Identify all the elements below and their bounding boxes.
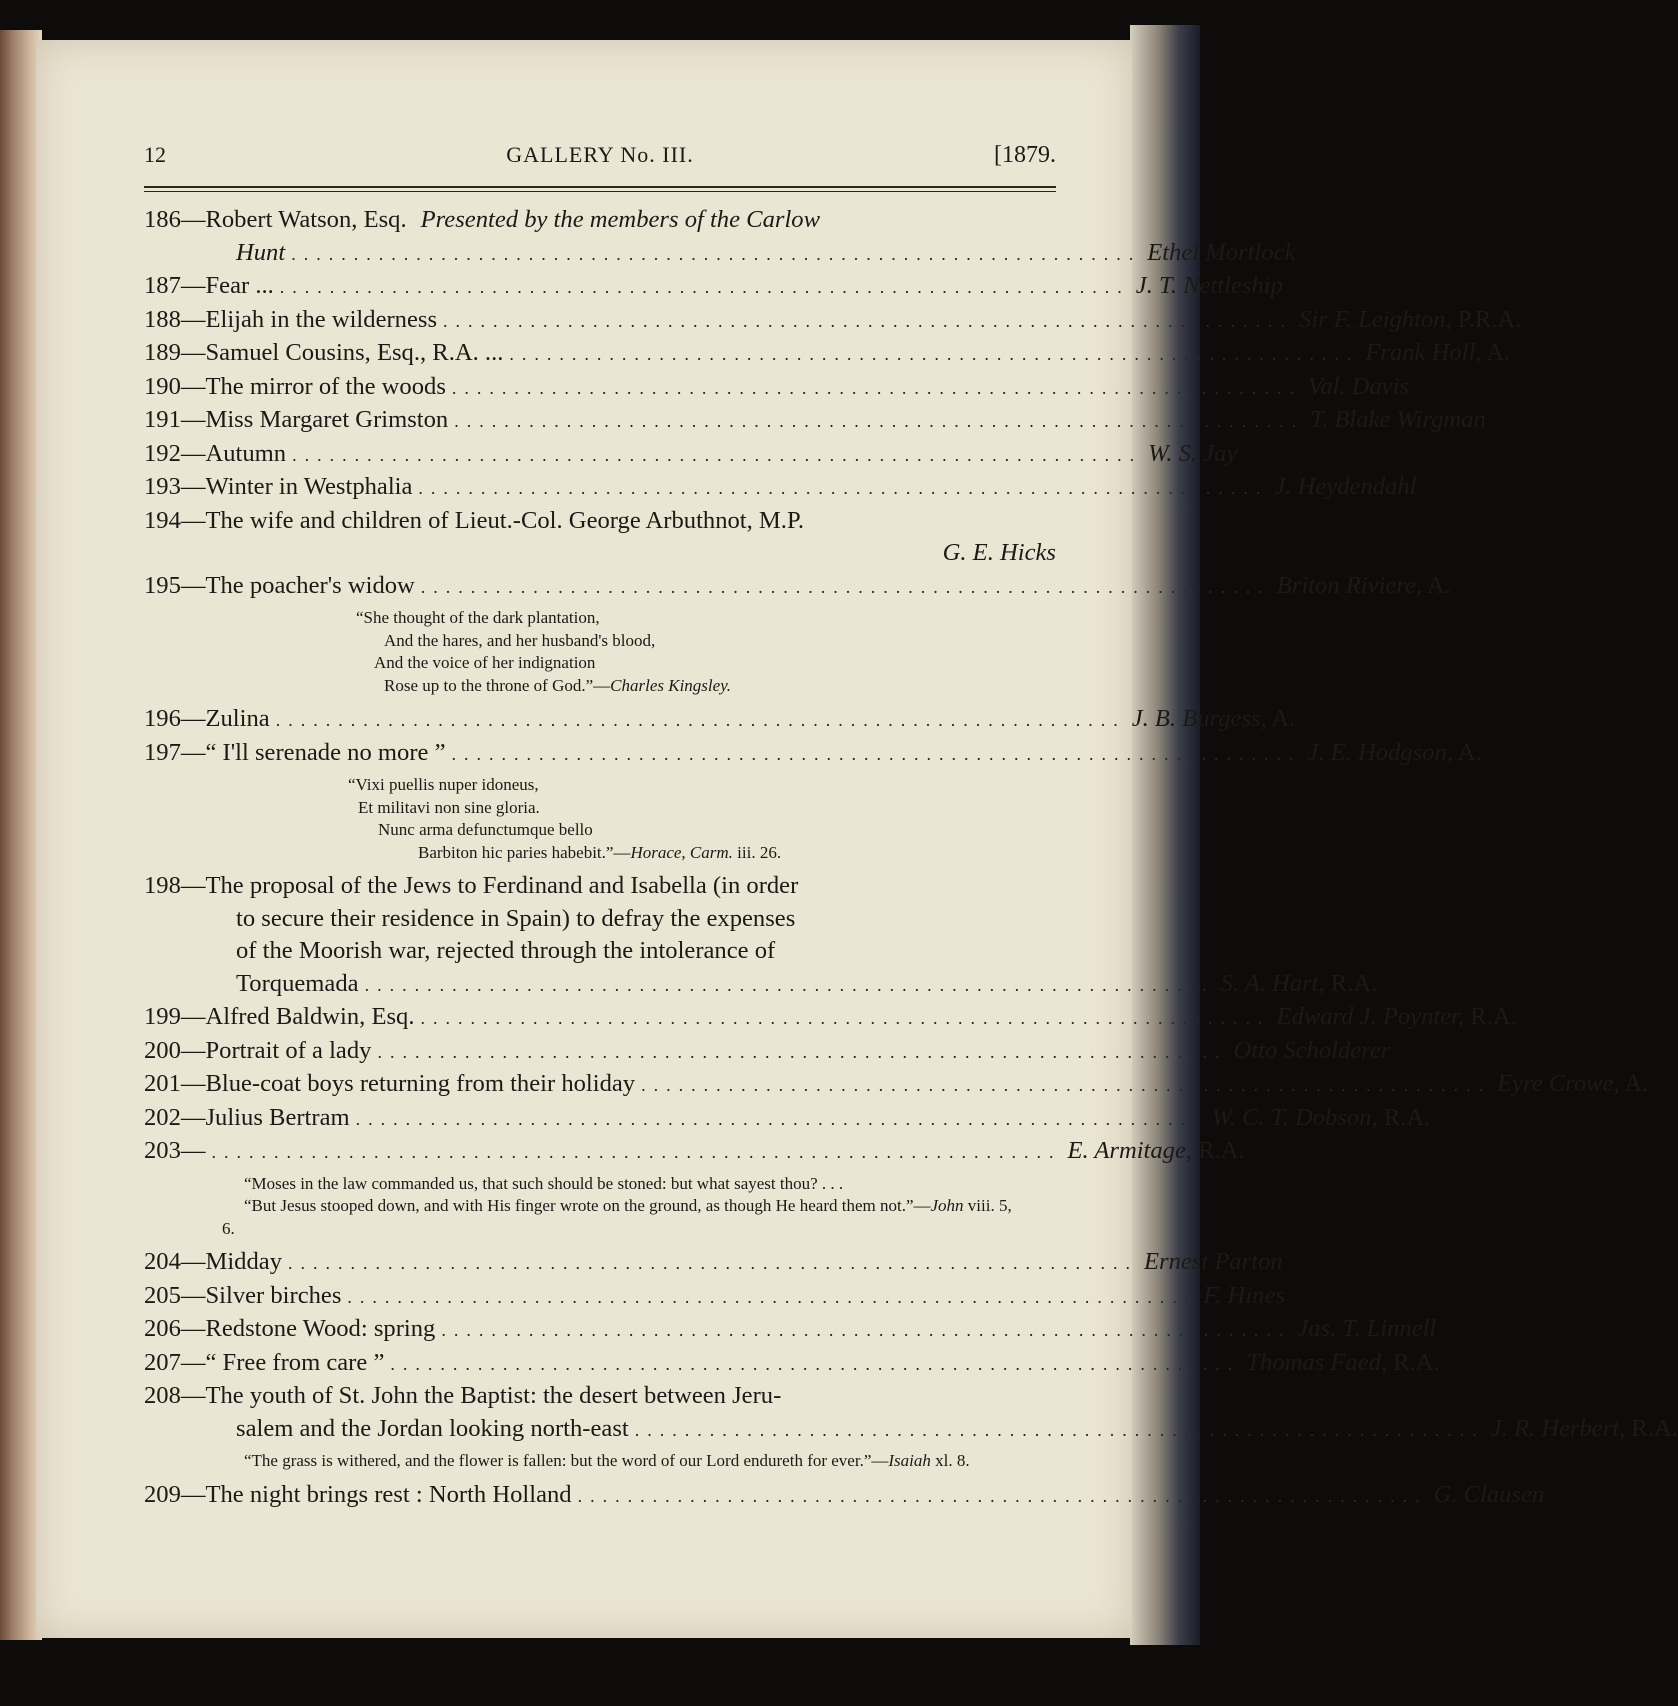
catalogue-entry-209 <box>144 1479 1545 1513</box>
leader-dots: .................................................................... <box>509 344 1360 364</box>
entry-artist: G. Clausen <box>1433 1480 1545 1508</box>
entry-quotation: “The grass is withered, and the flower is fallen: but the word of our Lord endureth for ever.”—Isaiah xl. 8. <box>244 1451 970 1470</box>
entry-artist: Val. Davis <box>1307 372 1410 400</box>
catalogue-entry-201 <box>144 1068 1649 1102</box>
entry-title-continued: salem and the Jordan looking north-east <box>236 1414 629 1442</box>
header-rule-top <box>144 186 1056 188</box>
entry-artist: E. Armitage, R.A. <box>1067 1137 1245 1164</box>
catalogue-entry-204 <box>144 1246 1283 1280</box>
catalogue-entry-194 <box>144 505 1056 570</box>
catalogue-entry-199 <box>144 1001 1517 1035</box>
entry-title: 199—Alfred Baldwin, Esq. <box>144 1003 415 1030</box>
catalogue-entry-192 <box>144 438 1238 472</box>
entry-title: 196—Zulina <box>144 705 270 732</box>
entry-note: Presented by the members of the Carlow <box>420 206 820 233</box>
entry-title-continued: of the Moorish war, rejected through the intolerance of <box>236 937 776 964</box>
entry-title: 198—The proposal of the Jews to Ferdinand and Isabella (in order <box>144 872 799 899</box>
entry-artist: J. Heydendahl <box>1274 473 1417 500</box>
entry-title: 192—Autumn <box>144 439 287 467</box>
entry-artist: J. B. Burgess, A. <box>1131 705 1296 732</box>
entry-artist: Edward J. Poynter, R.A. <box>1276 1003 1517 1030</box>
entry-title: 200—Portrait of a lady <box>144 1036 372 1064</box>
gallery-title: GALLERY No. III. <box>506 142 694 167</box>
entry-artist: Eyre Crowe, A. <box>1497 1070 1649 1097</box>
leader-dots: .................................................................... <box>420 576 1271 597</box>
catalogue-entry-190 <box>144 371 1410 405</box>
catalogue-entry-208 <box>144 1380 1678 1473</box>
leader-dots: .................................................................... <box>355 1108 1206 1129</box>
catalogue-entries <box>144 204 1678 1512</box>
leader-dots: .................................................................... <box>577 1485 1428 1506</box>
entry-artist: J. R. Herbert, R.A. <box>1490 1414 1678 1442</box>
leader-dots: .................................................................... <box>451 377 1302 398</box>
entry-artist: Thomas Faed, R.A. <box>1246 1348 1440 1376</box>
entry-title: 191—Miss Margaret Grimston <box>144 406 449 433</box>
leader-dots: .................................................................... <box>454 411 1305 431</box>
catalogue-entry-205 <box>144 1280 1285 1314</box>
leader-dots: .................................................................... <box>418 478 1269 498</box>
leader-dots: .................................................................... <box>291 243 1142 264</box>
entry-artist: Otto Scholderer <box>1233 1036 1391 1064</box>
entry-artist: Frank Holl, A. <box>1365 339 1511 366</box>
leader-dots: .................................................................... <box>288 1253 1138 1273</box>
entry-title: 203— <box>144 1137 206 1164</box>
entry-artist: Briton Riviere, A. <box>1276 571 1451 599</box>
catalogue-entry-200 <box>144 1035 1391 1069</box>
entry-artist: Sir F. Leighton, P.R.A. <box>1299 305 1522 333</box>
entry-artist: T. Blake Wirgman <box>1310 406 1486 433</box>
catalogue-year: [1879. <box>994 142 1056 168</box>
leader-dots: .................................................................... <box>364 974 1215 995</box>
entry-artist: G. E. Hicks <box>942 539 1056 566</box>
entry-title: 189—Samuel Cousins, Esq., R.A. ... <box>144 339 504 366</box>
entry-title: 195—The poacher's widow <box>144 571 415 599</box>
entry-title: 197—“ I'll serenade no more ” <box>144 738 446 766</box>
catalogue-entry-202 <box>144 1102 1431 1136</box>
leader-dots: .................................................................... <box>377 1041 1228 1062</box>
leader-dots: .................................................................... <box>275 710 1126 730</box>
entry-title: 194—The wife and children of Lieut.-Col. George Arbuthnot, M.P. <box>144 506 805 534</box>
entry-quotation: “Moses in the law commanded us, that such should be stoned: but what sayest thou? . . . “But Jesus stooped down, and with His finger wrote on the ground, as though He heard them not.”—John viii. 5, 6. <box>222 1173 1012 1238</box>
catalogue-entry-188 <box>144 304 1522 338</box>
catalogue-entry-186 <box>144 204 1296 270</box>
catalogue-entry-198 <box>144 870 1378 1001</box>
entry-quotation: “Vixi puellis nuper idoneus, Et militavi non sine gloria. Nunc arma defunctumque bello Barbiton hic paries habebit.”—Horace, Carm. iii. 26. <box>348 775 782 862</box>
leader-dots: .................................................................... <box>634 1419 1485 1440</box>
leader-dots: .................................................................... <box>292 444 1143 465</box>
leader-dots: .................................................................... <box>420 1008 1271 1028</box>
entry-artist: Ernest Parton <box>1144 1248 1283 1275</box>
entry-title-continued: Hunt <box>236 238 286 266</box>
leader-dots: .................................................................... <box>279 277 1130 297</box>
catalogue-entry-203 <box>144 1135 1245 1240</box>
catalogue-entry-207 <box>144 1347 1440 1381</box>
leader-dots: .................................................................... <box>451 743 1302 764</box>
entry-title-continued: to secure their residence in Spain) to defray the expenses <box>236 904 796 932</box>
entry-quotation: “She thought of the dark plantation, And the hares, and her husband's blood, And the voice of her indignation Rose up to the throne of God.”—Charles Kingsley. <box>356 608 732 695</box>
entry-title: 206—Redstone Wood: spring <box>144 1315 436 1342</box>
catalogue-entry-195 <box>144 570 1451 698</box>
entry-title: 188—Elijah in the wilderness <box>144 305 438 333</box>
catalogue-entry-196 <box>144 703 1296 737</box>
catalogue-entry-191 <box>144 404 1486 438</box>
entry-title: 204—Midday <box>144 1248 282 1275</box>
entry-title: 207—“ Free from care ” <box>144 1348 385 1376</box>
entry-artist: W. S. Jay <box>1148 439 1238 467</box>
entry-title: 209—The night brings rest : North Holland <box>144 1480 572 1508</box>
catalogue-entry-197 <box>144 737 1482 865</box>
entry-artist: J. E. Hodgson, A. <box>1307 738 1482 766</box>
entry-artist: Jas. T. Linnell <box>1297 1315 1437 1342</box>
entry-artist: S. A. Hart, R.A. <box>1220 969 1378 997</box>
leader-dots: .................................................................... <box>347 1286 1198 1307</box>
entry-title: 190—The mirror of the woods <box>144 372 446 400</box>
entry-artist: Ethel Mortlock <box>1147 238 1296 266</box>
entry-title: 205—Silver birches <box>144 1281 342 1309</box>
leader-dots: .................................................................... <box>390 1353 1241 1374</box>
leader-dots: .................................................................... <box>211 1142 1062 1162</box>
entry-title: 201—Blue-coat boys returning from their holiday <box>144 1070 636 1097</box>
catalogue-entry-187 <box>144 270 1283 304</box>
catalogue-entry-189 <box>144 337 1511 371</box>
entry-title: 202—Julius Bertram <box>144 1103 350 1131</box>
entry-title: 208—The youth of St. John the Baptist: the desert between Jeru- <box>144 1382 782 1409</box>
entry-title: 186—Robert Watson, Esq. <box>144 206 407 233</box>
catalogue-entry-193 <box>144 471 1417 505</box>
entry-title-continued: Torquemada <box>236 969 359 997</box>
header-rule-bottom <box>144 191 1056 192</box>
entry-artist: J. T. Nettleship <box>1135 272 1283 299</box>
page-number: 12 <box>144 142 166 167</box>
leader-dots: .................................................................... <box>641 1075 1492 1095</box>
entry-artist: W. C. T. Dobson, R.A. <box>1211 1103 1431 1131</box>
entry-artist: F. Hines <box>1203 1281 1285 1309</box>
page-header <box>144 142 1056 182</box>
entry-title: 193—Winter in Westphalia <box>144 473 413 500</box>
entry-title: 187—Fear ... <box>144 272 274 299</box>
catalogue-entry-206 <box>144 1313 1437 1347</box>
leader-dots: .................................................................... <box>443 310 1294 331</box>
leader-dots: .................................................................... <box>441 1320 1292 1340</box>
